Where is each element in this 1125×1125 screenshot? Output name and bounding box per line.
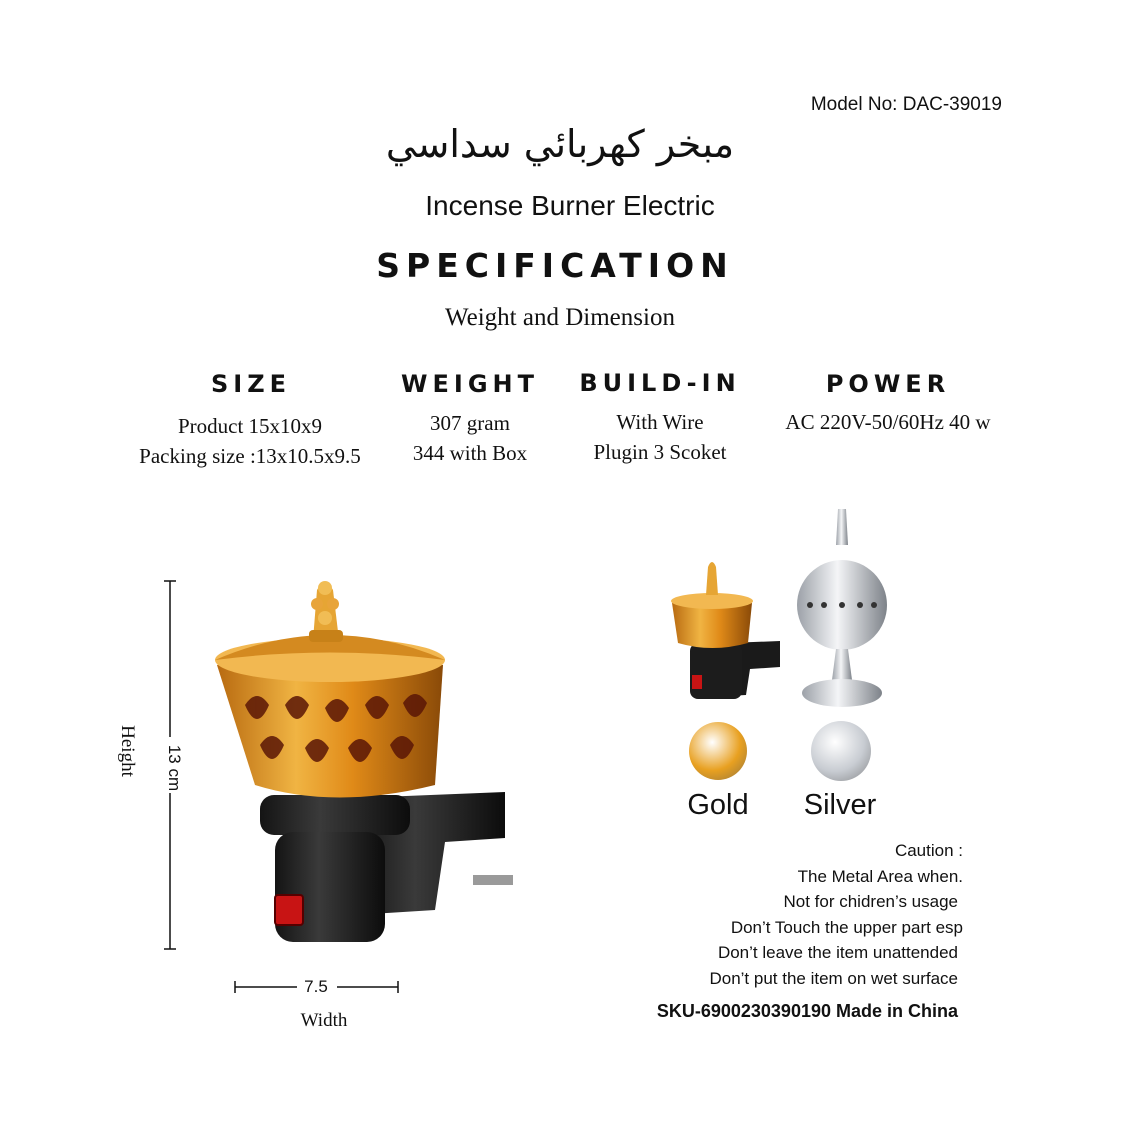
silver-swatch-label: Silver [803, 789, 877, 821]
size-values [100, 411, 400, 471]
caution-block [560, 838, 963, 992]
size-packing: Packing size :13x10.5x9.5 [139, 444, 361, 468]
height-value: 13 cm [165, 744, 184, 792]
build-in-wire: With Wire [616, 410, 704, 434]
build-in-heading: BUILD-IN [579, 369, 741, 397]
weight-with-box: 344 with Box [412, 441, 528, 465]
build-in-socket: Plugin 3 Scoket [593, 440, 727, 464]
product-title-english: Incense Burner Electric [425, 190, 715, 221]
silver-swatch[interactable] [811, 721, 871, 781]
caution-line: Don’t put the item on wet surface [709, 968, 958, 988]
build-in-values [570, 407, 750, 467]
caution-line: The Metal Area when. [797, 866, 963, 886]
caution-line: Not for chidren’s usage [783, 892, 958, 912]
weight-dimension-subheading: Weight and Dimension [445, 304, 675, 331]
power-value: AC 220V-50/60Hz 40 w [785, 410, 991, 434]
product-image-gold [668, 555, 786, 705]
size-heading: SIZE [210, 370, 291, 398]
gold-swatch-label: Gold [687, 789, 749, 821]
caution-title: Caution : [894, 841, 963, 860]
caution-line: Don’t Touch the upper part esp [730, 917, 963, 937]
sku-made-in: SKU-6900230390190 Made in China [656, 1001, 958, 1021]
height-label: Height [117, 725, 138, 777]
model-number: Model No: DAC-39019 [810, 94, 1002, 115]
caution-line: Don’t leave the item unattended [717, 943, 958, 963]
size-product: Product 15x10x9 [177, 414, 323, 438]
power-heading: POWER [825, 370, 951, 398]
product-image-silver [792, 505, 892, 715]
gold-swatch[interactable] [689, 722, 747, 780]
width-label: Width [300, 1010, 348, 1031]
product-title-arabic: مبخر كهربائي سداسي [385, 122, 735, 166]
width-value: 7.5 [304, 977, 328, 996]
product-image-main [205, 570, 515, 960]
weight-heading: WEIGHT [401, 370, 539, 398]
specification-heading: SPECIFICATION [376, 246, 734, 285]
weight-values [385, 408, 555, 468]
weight-net: 307 gram [430, 411, 510, 435]
